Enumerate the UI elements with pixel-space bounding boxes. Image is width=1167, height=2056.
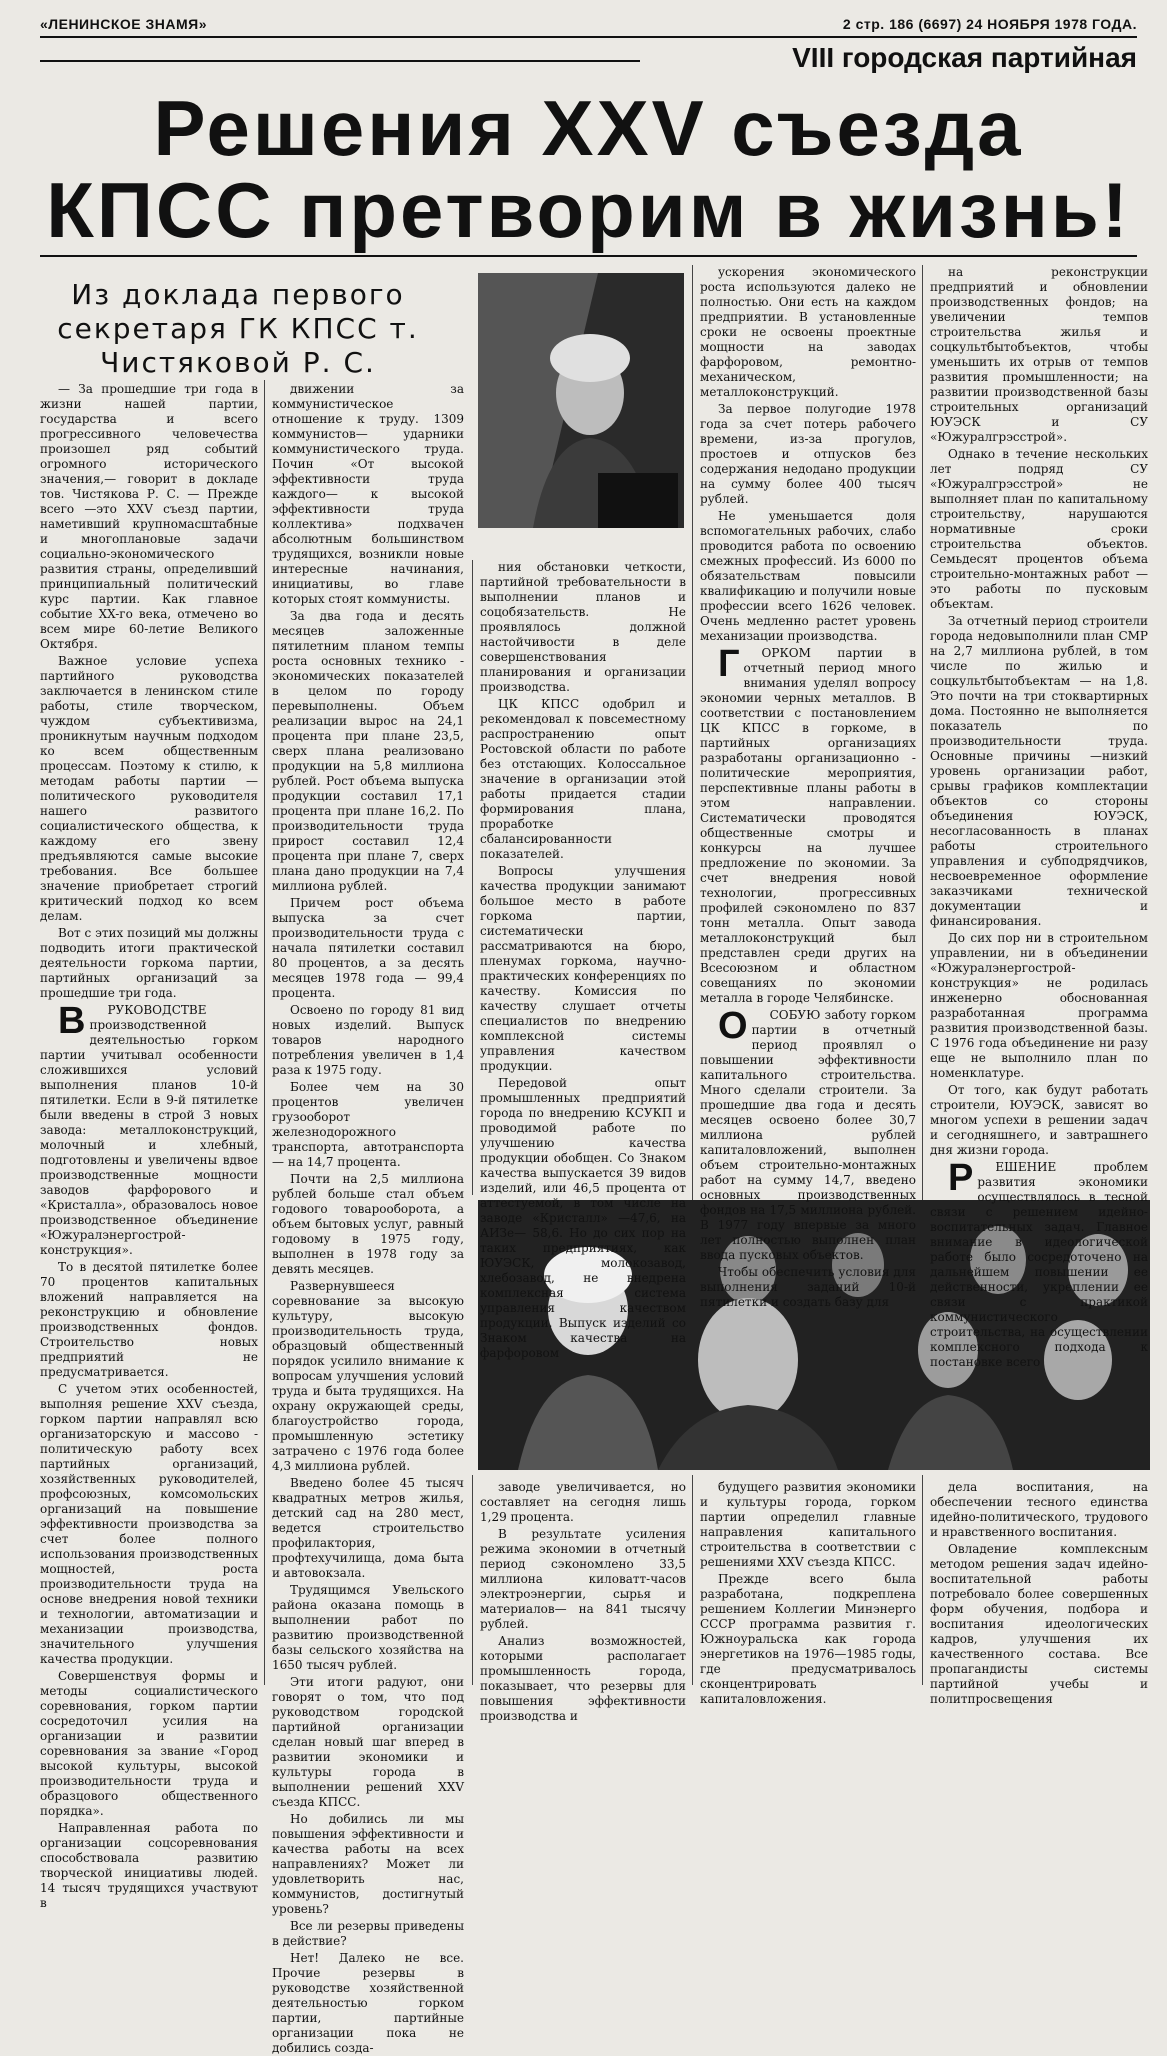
paragraph: Более чем на 30 процентов увеличен грузооборот железнодорожного транспорта, автотранспорта — на 14,7 процента. bbox=[272, 1080, 464, 1169]
paragraph: Направленная работа по организации соцсоревнования способствовала развитию творческой инициативы людей. 14 тысяч трудящихся участвуют в bbox=[40, 1821, 258, 1910]
paragraph: — За прошедшие три года в жизни нашей партии, государства и всего прогрессивного человечества произошел ряд событий огромного исторического значения,— говорит в докладе тов. Чистякова Р. С. — Прежде всего —это XXV съезд партии, наметивший крупномасштабные и многоплановые задачи социально-экономического развития страны, определивший принципиальный политический курс партии. Как главное событие XX-го века, отмечено во всем мире 60-летие Великого Октября. bbox=[40, 382, 258, 651]
text-column-5-bottom bbox=[930, 1480, 1148, 1706]
paragraph: Анализ возможностей, которыми располагает промышленность города, показывает, что резервы для повышения эффективности производства и bbox=[480, 1634, 686, 1723]
column-rule bbox=[264, 380, 265, 1685]
paragraph: ЦК КПСС одобрил и рекомендовал к повсеместному распространению опыт Ростовской области по работе без отстающих. Колоссальное значение в организации этой работы придается стадии формирования плана, проработке сбалансированности показателей. bbox=[480, 697, 686, 861]
paragraph: В результате усиления режима экономии в отчетный период сэкономлено 33,5 миллиона киловатт-часов электроэнергии, сырья и материалов— на 841 тысячу рублей. bbox=[480, 1527, 686, 1631]
paragraph: До сих пор ни в строительном управлении, ни в объединении «Южуралэнергострой-конструкция» не родилась инженерно обоснованная разработанная программа развития производственной базы. С 1976 года объединение ни разу еще не выполнило план по номенклатуре. bbox=[930, 931, 1148, 1080]
paragraph: ния обстановки четкости, партийной требовательности в выполнении планов и соцобязательств. Не проявлялось должной настойчивости в деле совершенствования планирования и организации производства. bbox=[480, 560, 686, 694]
paragraph: Овладение комплексным методом решения задач идейно-воспитательной работы потребовало более совершенных форм обучения, подбора и воспитания идеологических кадров, улучшения их качественного состава. Все пропагандисты системы партийной учебы и политпросвещения bbox=[930, 1542, 1148, 1706]
paragraph: С учетом этих особенностей, выполняя решение XXV съезда, горком партии направлял всю организаторскую и массово - политическую работу всех партийных организаций, хозяйственных руководителей, профсоюзных, комсомольских организаций на повышение эффективности производства за счет более полного использования производственных мощностей, роста производительности труда на основе внедрения новой техники и технологии, автоматизации и механизации производства, значительного улучшения качества продукции. bbox=[40, 1382, 258, 1666]
paragraph: заводе увеличивается, но составляет на сегодня лишь 1,29 процента. bbox=[480, 1480, 686, 1524]
text-column-2 bbox=[272, 382, 464, 2055]
paragraph: За отчетный период строители города недовыполнили план СМР на 2,7 миллиона рублей, в том числе по жилью и соцкультбытобъектам — на 1,8. Это почти на три стоквартирных дома. Постоянно не выполняется показатель по производительности труда. Основные причины —низкий уровень организации работ, срывы графиков комплектации объектов со стороны объединения ЮУЭСК, несогласованность в планах работы строительного управления и субподрядчиков, несвоевременное оформление заказчиками технической документации и финансирования. bbox=[930, 614, 1148, 928]
paragraph: Но добились ли мы повышения эффективности и качества работы на всех направлениях? Может ли удовлетворить нас, коммунистов, достигнутый уровень? bbox=[272, 1812, 464, 1916]
paragraph: То в десятой пятилетке более 70 процентов капитальных вложений направляется на реконструкцию и обновление производственных фондов. Строительство новых предприятий не предусматривается. bbox=[40, 1260, 258, 1379]
issue-line: 2 стр. 186 (6697) 24 НОЯБРЯ 1978 ГОДА. bbox=[842, 16, 1137, 32]
paragraph: От того, как будут работать строители, ЮУЭСК, зависят во многом успехи в решении задач и сегодняшнего, и завтрашнего дня жизни города. bbox=[930, 1083, 1148, 1157]
paragraph: Причем рост объема выпуска за счет производительности труда с начала пятилетки составил 80 процентов, а за десять месяцев 1978 года — 99,4 процента. bbox=[272, 896, 464, 1000]
paragraph: ГОРКОМ партии в отчетный период много внимания уделял вопросу экономии черных металлов. В соответствии с постановлением ЦК КПСС в горкоме, в партийных организациях разработаны организационно - политические мероприятия, перспективные планы работы в этом направлении. Систематически проводятся общественные смотры и конкурсы на лучшее предложение по экономии. За счет внедрения новой технологии, прогрессивных профилей сэкономлено по 837 тонн металла. Опыт завода металлоконструкций был представлен среди других на Всесоюзном и областном совещаниях по экономии металла в городе Челябинске. bbox=[700, 643, 916, 1005]
newspaper-name: «ЛЕНИНСКОЕ ЗНАМЯ» bbox=[40, 16, 208, 32]
text-column-3 bbox=[480, 560, 686, 1360]
paragraph: ускорения экономического роста используются далеко не полностью. Они есть на каждом предприятии. В установленные сроки не освоены проектные мощности на заводах фарфоровом, ремонтно-механическом, металлоконструкций. bbox=[700, 265, 916, 399]
column-rule bbox=[472, 560, 473, 1195]
column-rule bbox=[472, 1475, 473, 1685]
paragraph: Почти на 2,5 миллиона рублей больше стал объем годового товарооборота, а объем бытовых услуг, равный годовому в 1975 году, выполнен в 1978 году за девять месяцев. bbox=[272, 1172, 464, 1276]
paragraph: Эти итоги радуют, они говорят о том, что под руководством городской партийной организации сделан новый шаг вперед в развитии экономики и культуры города в выполнении решений XXV съезда КПСС. bbox=[272, 1675, 464, 1809]
paragraph: Передовой опыт промышленных предприятий города по внедрению КСУКП и проводимой работе по улучшению качества продукции обобщен. Со Знаком качества выпускается 39 видов изделий, или 46,5 процента от аттестуемой, в том числе на заводе «Кристалл» —47,6, на АИЗе— 58,6. Но до сих пор на таких предприятиях, как ЮУЭСК, молокозавод, хлебозавод, не внедрена комплексная система управления качеством продукции. Выпуск изделий со Знаком качества на фарфоровом bbox=[480, 1076, 686, 1360]
text-column-1 bbox=[40, 382, 258, 1910]
paragraph: движении за коммунистическое отношение к труду. 1309 коммунистов— ударники коммунистического труда. Почин «От высокой эффективности труда каждого— к высокой эффективности труда коллектива» подхвачен абсолютным большинством трудящихся, возникли новые интересные начинания, инициативы, во главе которых стоят коммунисты. bbox=[272, 382, 464, 606]
conference-rule bbox=[40, 60, 640, 62]
paragraph: Не уменьшается доля вспомогательных рабочих, слабо проводится работа по освоению смежных профессий. Из 6000 по обязательствам повысили квалификацию и получили новые профессии всего 1626 человек. Очень медленно растет уровень механизации производства. bbox=[700, 509, 916, 643]
headline: Решения XXV съезда КПСС претворим в жизнь! bbox=[46, 84, 1131, 254]
paragraph: Все ли резервы приведены в действие? bbox=[272, 1919, 464, 1948]
text-column-3-bottom bbox=[480, 1480, 686, 1723]
paragraph: будущего развития экономики и культуры города, горком партии определил главные направления капитального строительства в соответствии с решениями XXV съезда КПСС. bbox=[700, 1480, 916, 1569]
paragraph: За первое полугодие 1978 года за счет потерь рабочего времени, из-за прогулов, простоев и отпусков без содержания недодано продукции на сумму более 400 тысяч рублей. bbox=[700, 402, 916, 506]
column-rule bbox=[692, 265, 693, 1200]
paragraph: Чтобы обеспечить условия для выполнения заданий 10-й пятилетки и создать базу для bbox=[700, 1265, 916, 1309]
paragraph: Однако в течение нескольких лет подряд СУ «Южуралгрэсстрой» не выполняет план по капитальному строительству, нарушаются нормативные сроки строительства объектов. Семьдесят процентов объема строительно-монтажных работ — это работы по пусковым объектам. bbox=[930, 447, 1148, 611]
masthead-rule bbox=[40, 36, 1137, 38]
text-column-4-bottom bbox=[700, 1480, 916, 1706]
paragraph: За два года и десять месяцев заложенные пятилетним планом темпы роста основных технико - экономических показателей в целом по городу перевыполнены. Объем реализации вырос на 24,1 процента при плане 23,5, сверх плана реализовано продукции на 5,8 миллиона рублей. Рост объема выпуска продукции составил 17,1 процента при плане 16,2. По производительности труда прирост составил 12,4 процента при плане 7, сверх плана дано продукции на 7,4 миллиона рублей. bbox=[272, 609, 464, 893]
paragraph: Развернувшееся соревнование за высокую культуру, высокую производительность труда, образцовый общественный порядок усилило внимание к вопросам улучшения условий труда и быта трудящихся. На охрану окружающей среды, благоустройство города, промышленную эстетику затрачено с 1976 года более 4,3 миллиона рублей. bbox=[272, 1279, 464, 1473]
conference-title: VIII городская партийная bbox=[792, 42, 1137, 73]
headline-rule bbox=[40, 255, 1137, 257]
column-rule bbox=[692, 1475, 693, 1685]
paragraph: Прежде всего была разработана, подкреплена решением Коллегии Минэнерго СССР программа развития г. Южноуральска как города энергетиков на 1976—1985 годы, где предусматривалось сконцентрировать капиталовложения. bbox=[700, 1572, 916, 1706]
paragraph: Важное условие успеха партийного руководства заключается в ленинском стиле работы, стиле творческом, чуждом субъективизма, проникнутым научным подходом ко всем общественным процессам. Поэтому к стилю, к методам работы партии — политического руководителя нашего развитого социалистического общества, к каждому его звену предъявляются самые высокие требования. Все большее значение приобретает строгий критический подход ко всем делам. bbox=[40, 654, 258, 923]
paragraph: на реконструкции предприятий и обновлении производственных фондов; на увеличении темпов строительства жилья и соцкультбытобъектов, чтобы уменьшить их отрыв от темпов развития промышленности; на развитии производственной базы строительных организаций ЮУЭСК и СУ «Южуралгрэсстрой». bbox=[930, 265, 1148, 444]
paragraph: ВРУКОВОДСТВЕ производственной деятельностью горком партии учитывал особенности сложившихся условий выполнения планов 10-й пятилетки. Если в 9-й пятилетке были введены в строй 3 новых завода: металлоконструкций, молочный и хлебный, подготовлены и увеличены вдвое производственные мощности заводов фарфорового и «Кристалла», образовалось новое производственное объединение «Южуралэнергострой-конструкция». bbox=[40, 1000, 258, 1257]
text-column-4 bbox=[700, 265, 916, 1309]
byline: Из доклада первого секретаря ГК КПСС т. Чистяковой Р. С. bbox=[57, 278, 419, 379]
paragraph: Введено более 45 тысяч квадратных метров жилья, детский сад на 280 мест, ведется строительство профилактория, профтехучилища, дома быта и автовокзала. bbox=[272, 1476, 464, 1580]
column-rule bbox=[922, 1475, 923, 1685]
paragraph: Вот с этих позиций мы должны подводить итоги практической деятельности горкома партии, партийных организаций за прошедшие три года. bbox=[40, 926, 258, 1000]
paragraph: дела воспитания, на обеспечении тесного единства идейно-политического, трудового и нравственного воспитания. bbox=[930, 1480, 1148, 1539]
paragraph: РЕШЕНИЕ проблем развития экономики осуществлялось в тесной связи с решением идейно-воспитательных задач. Главное внимание в идеологической работе было сосредоточено на дальнейшем повышении ее действенности, укреплении ее связи с практикой коммунистического строительства, на осуществлении комплексного подхода к постановке всего bbox=[930, 1157, 1148, 1369]
paragraph: Совершенствуя формы и методы социалистического соревнования, горком партии сосредоточил усилия на организации и развитии соревнования за звание «Город высокой культуры, высокой производительности труда и образцового общественного порядка». bbox=[40, 1669, 258, 1818]
portrait-photo-image bbox=[478, 273, 684, 528]
portrait-photo bbox=[478, 273, 684, 528]
paragraph: Трудящимся Увельского района оказана помощь в выполнении работ по развитию производственной базы сельского хозяйства на 1650 тысяч рублей. bbox=[272, 1583, 464, 1672]
column-rule bbox=[922, 265, 923, 1200]
paragraph: Освоено по городу 81 вид новых изделий. Выпуск товаров народного потребления увеличен в 1,4 раза к 1975 году. bbox=[272, 1003, 464, 1077]
text-column-5 bbox=[930, 265, 1148, 1369]
paragraph: Нет! Далеко не все. Прочие резервы в руководстве хозяйственной деятельностью горком партии, партийные организации пока не добились созда- bbox=[272, 1951, 464, 2055]
paragraph: Вопросы улучшения качества продукции занимают большое место в работе горкома партии, систематически рассматриваются на бюро, пленумах горкома, научно-практических конференциях по качеству. Комиссия по качеству слушает отчеты специалистов по внедрению комплексной системы управления качеством продукции. bbox=[480, 864, 686, 1073]
paragraph: ОСОБУЮ заботу горком партии в отчетный период проявлял о повышении эффективности капитального строительства. Много сделали строители. За прошедшие два года и десять месяцев освоено более 30,7 миллиона рублей капиталовложений, выполнен объем строительно-монтажных работ на сумму 14,7, введено основных производственных фондов на 17,5 миллиона рублей. В 1977 году впервые за много лет полностью выполнен план ввода пусковых объектов. bbox=[700, 1005, 916, 1262]
